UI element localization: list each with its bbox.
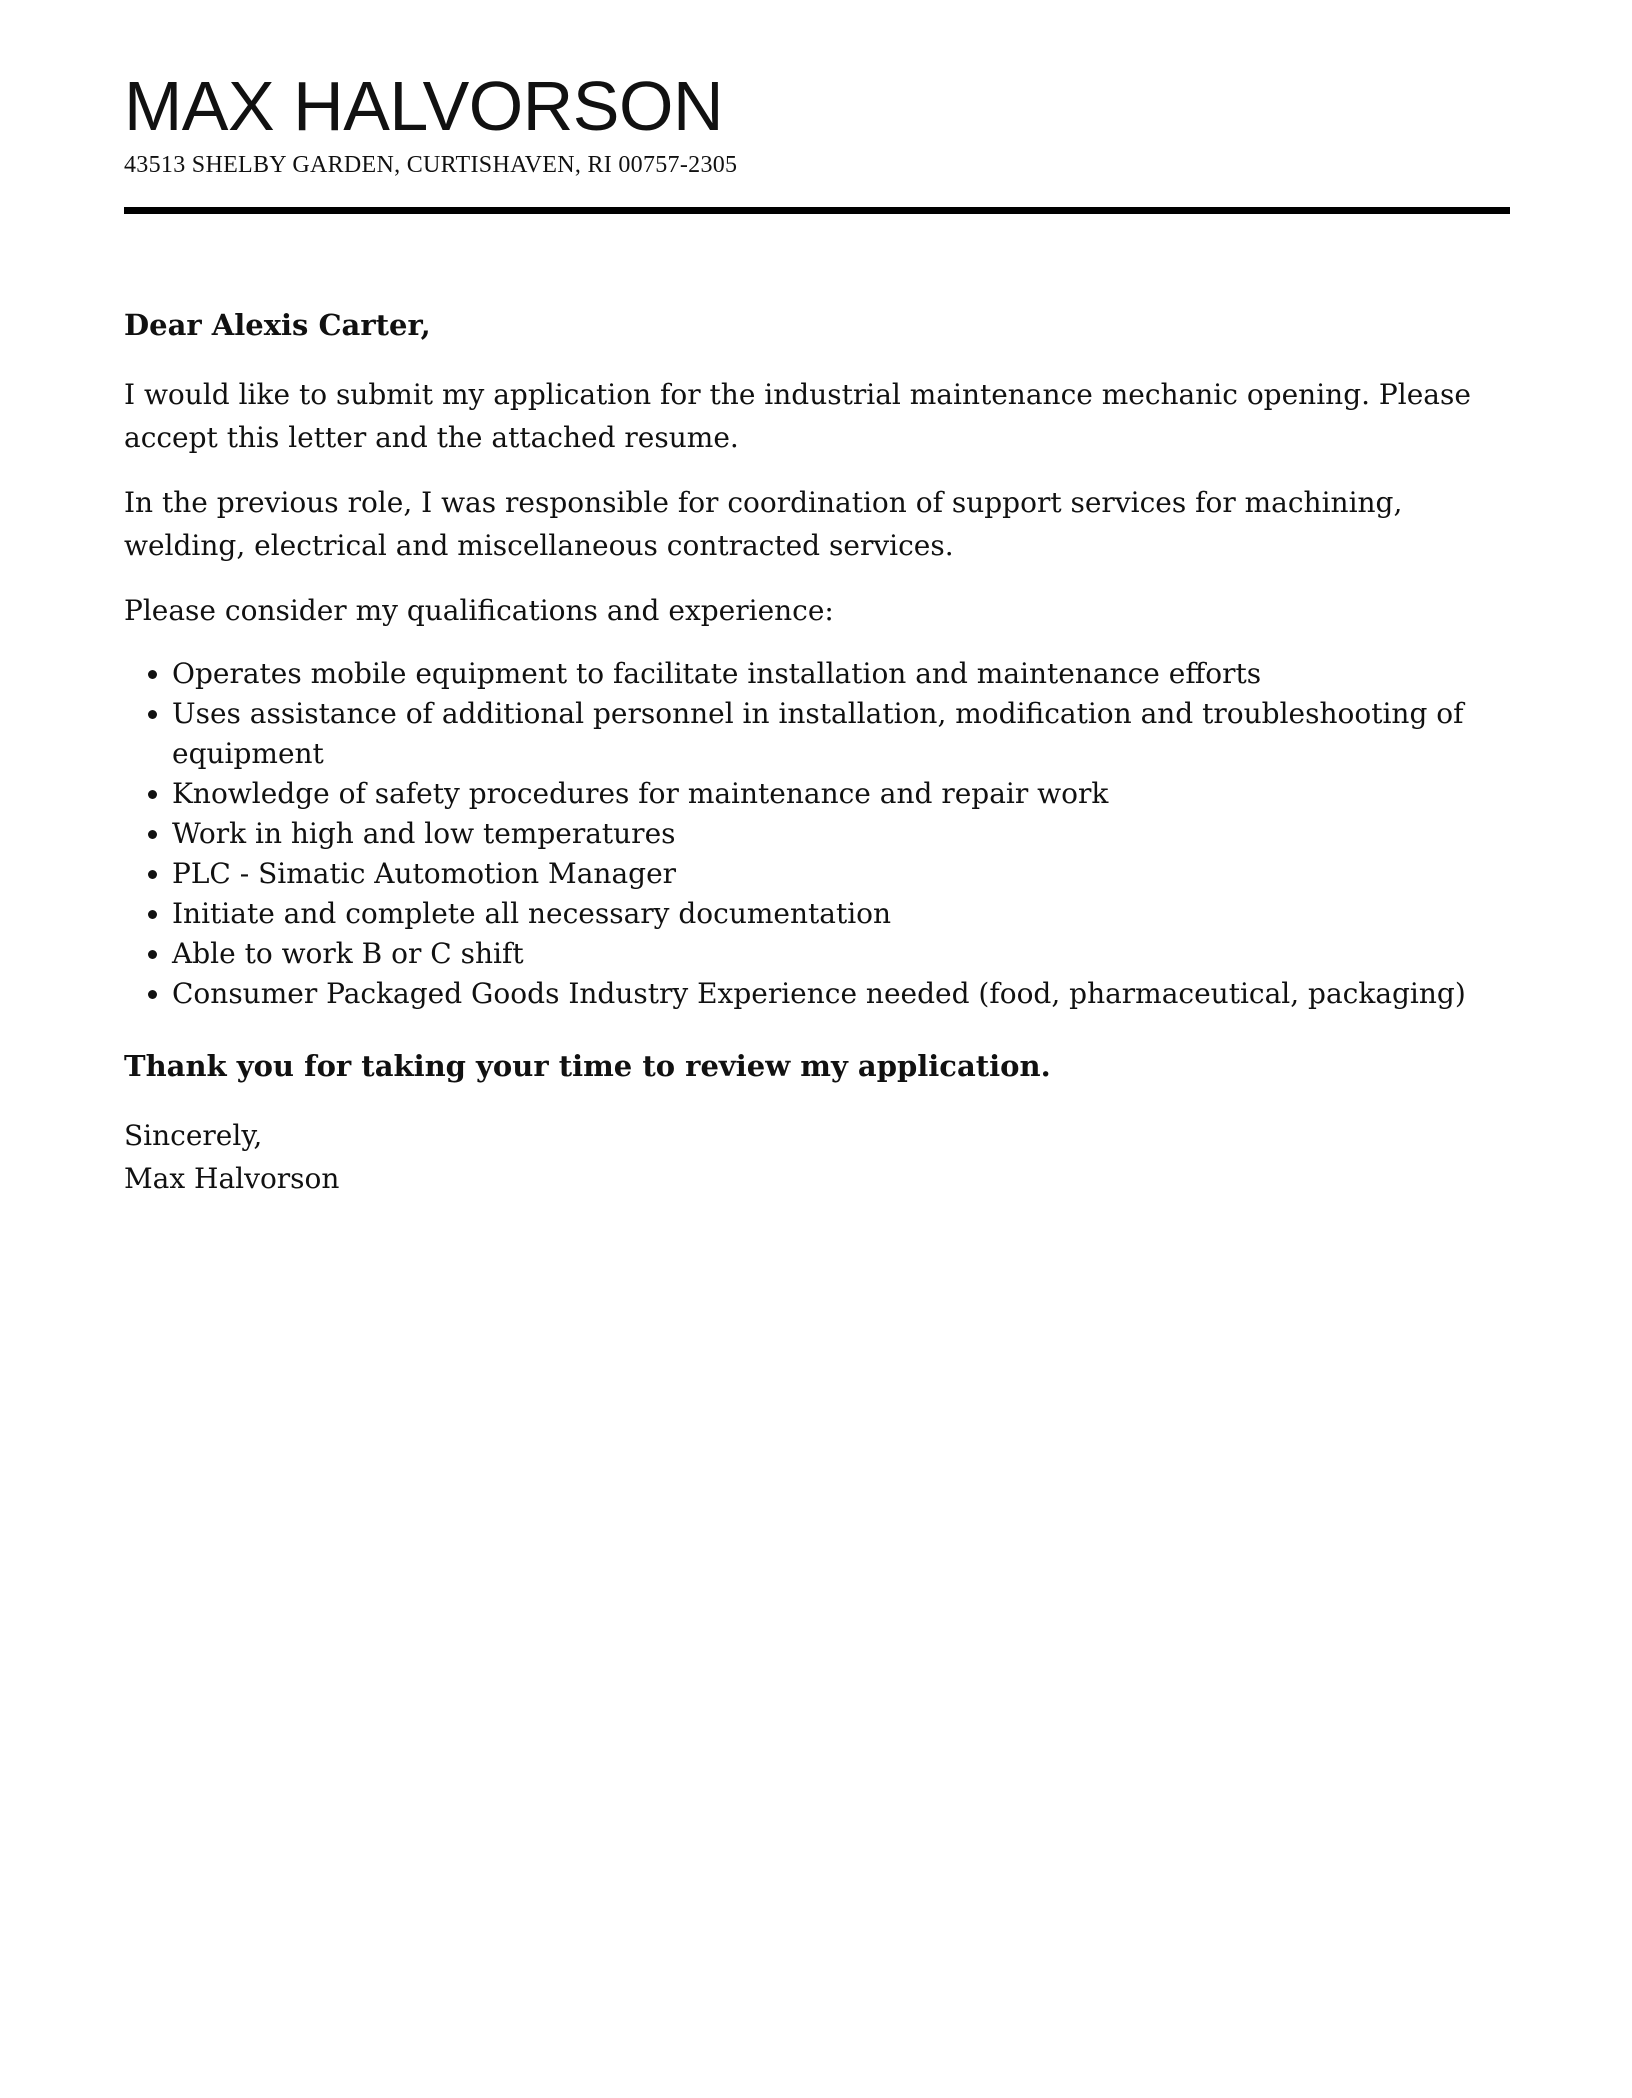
list-item: • Consumer Packaged Goods Industry Experience needed (food, pharmaceutical, packaging) bbox=[172, 974, 1510, 1014]
list-item: • Operates mobile equipment to facilitate installation and maintenance efforts bbox=[172, 654, 1510, 694]
intro-paragraph: I would like to submit my application for the industrial maintenance mechanic opening. Please accept this letter and the attached resume. bbox=[124, 378, 1471, 454]
signature-name: Max Halvorson bbox=[124, 1162, 340, 1195]
list-item: • Initiate and complete all necessary documentation bbox=[172, 894, 1510, 934]
qualifications-intro: Please consider my qualifications and experience: bbox=[124, 594, 834, 627]
experience-paragraph: In the previous role, I was responsible for coordination of support services for machining, welding, electrical and miscellaneous contracted services. bbox=[124, 486, 1403, 562]
closing-statement: Thank you for taking your time to review my application. bbox=[124, 1049, 1051, 1083]
applicant-name: MAX HALVORSON bbox=[124, 67, 723, 145]
list-item: • Knowledge of safety procedures for maintenance and repair work bbox=[172, 774, 1510, 814]
list-item: • Work in high and low temperatures bbox=[172, 814, 1510, 854]
signoff-block bbox=[124, 1114, 1510, 1200]
signoff-text: Sincerely, bbox=[124, 1119, 263, 1152]
header-divider bbox=[124, 207, 1510, 214]
list-item: • PLC - Simatic Automotion Manager bbox=[172, 854, 1510, 894]
list-item: • Uses assistance of additional personnel in installation, modification and troubleshooting of equipment bbox=[172, 694, 1510, 774]
letter-body bbox=[124, 301, 1510, 1200]
salutation: Dear Alexis Carter, bbox=[124, 308, 431, 342]
qualifications-list bbox=[124, 654, 1510, 1014]
applicant-address: 43513 SHELBY GARDEN, CURTISHAVEN, RI 00757-2305 bbox=[124, 152, 738, 178]
list-item: • Able to work B or C shift bbox=[172, 934, 1510, 974]
